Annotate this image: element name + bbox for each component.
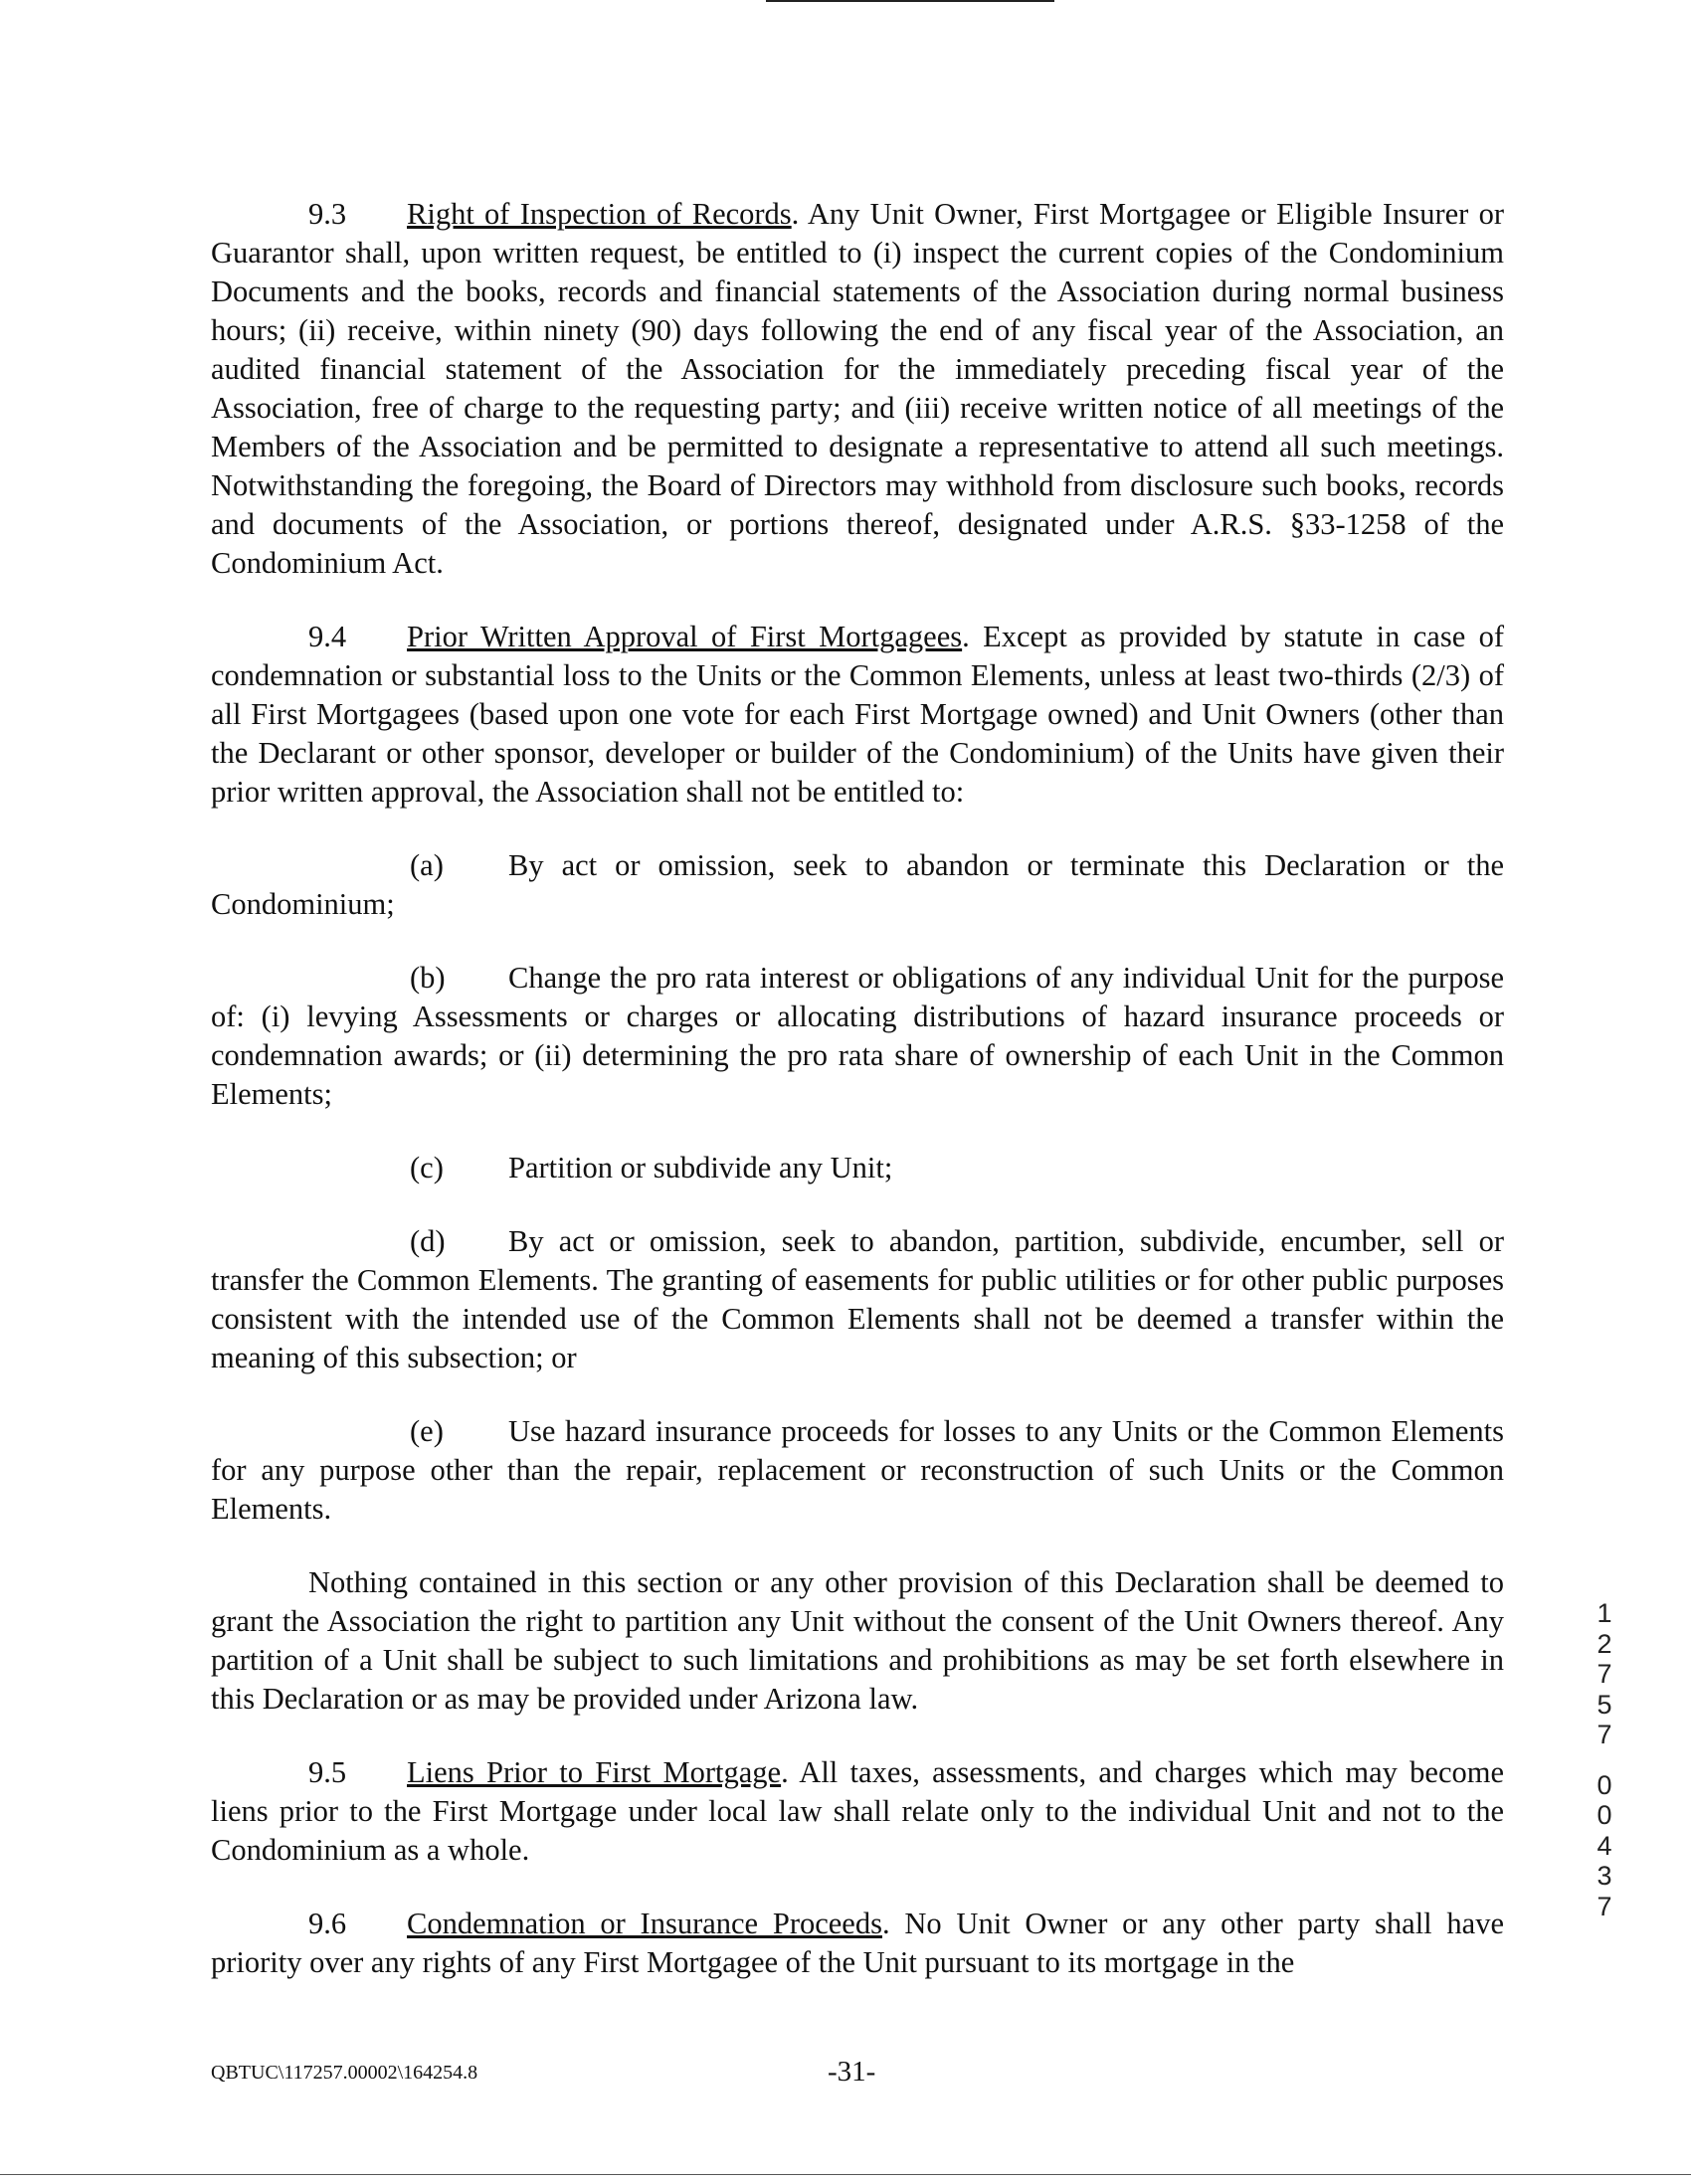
item-text: By act or omission, seek to abandon, partition, subdivide, encumber, sell or transfer the Common Elements. The granting of easements for public utilities or for other public purposes consistent with the intended use of the Common Elements shall not be deemed a transfer within the meaning of this subsection; or: [211, 1224, 1504, 1374]
stamp-digit: 4: [1597, 1830, 1612, 1861]
section-number: 9.3: [308, 197, 347, 231]
page-footer: [211, 2056, 1504, 2090]
stamp-digit: 3: [1597, 1861, 1612, 1891]
stamp-digit: 7: [1597, 1720, 1612, 1749]
stamp-digit: 7: [1597, 1659, 1612, 1689]
stamp-digit: 2: [1597, 1628, 1612, 1659]
section-9-4: [211, 618, 1504, 812]
document-page: [211, 195, 1504, 2017]
recording-stamp: [1590, 1598, 1619, 1921]
section-text: . Except as provided by statute in case of condemnation or substantial loss to the Units or the Common Elements, unless at least two-thirds (2/3) of all First Mortgagees (based upon one vote for each First Mortgage owned) and Unit Owners (other than the Declarant or other sponsor, developer or builder of the Condominium) of the Units have given their prior written approval, the Association shall not be entitled to:: [211, 620, 1505, 809]
stamp-digit: 7: [1597, 1891, 1612, 1921]
item-text: Partition or subdivide any Unit;: [508, 1151, 893, 1184]
section-heading: Liens Prior to First Mortgage: [407, 1755, 782, 1789]
scan-edge-top: [766, 0, 1054, 2]
section-9-6: [211, 1905, 1504, 1982]
item-text: Change the pro rata interest or obligations of any individual Unit for the purpose of: (i) levying Assessments or charges or allocating distributions of hazard insurance proceeds or condemnation awards; or (ii) determining the pro rata share of ownership of each Unit in the Common Elements;: [211, 961, 1504, 1111]
section-9-3: [211, 195, 1504, 583]
page-number: -31-: [828, 2056, 876, 2088]
stamp-digit: 0: [1597, 1769, 1612, 1800]
section-heading: Prior Written Approval of First Mortgagees: [407, 620, 963, 653]
list-item-c: [211, 1149, 1504, 1187]
section-number: 9.5: [308, 1755, 347, 1789]
list-item-e: [211, 1412, 1504, 1529]
section-number: 9.6: [308, 1907, 347, 1940]
list-item-d: [211, 1222, 1504, 1377]
section-9-5: [211, 1753, 1504, 1870]
stamp-gap: [1590, 1750, 1619, 1770]
section-text: . All taxes, assessments, and charges which may become liens prior to the First Mortgage under local law shall relate only to the individual Unit and not to the Condominium as a whole.: [211, 1755, 1505, 1867]
section-heading: Right of Inspection of Records: [407, 197, 792, 231]
item-text: Use hazard insurance proceeds for losses to any Units or the Common Elements for any purpose other than the repair, replacement or reconstruction of such Units or the Common Elements.: [211, 1414, 1504, 1526]
section-number: 9.4: [308, 620, 347, 653]
stamp-digit: 0: [1597, 1800, 1612, 1830]
scan-edge-bottom: [0, 2174, 1691, 2175]
item-label: (d): [410, 1224, 446, 1258]
section-text: . No Unit Owner or any other party shall have priority over any rights of any First Mortgagee of the Unit pursuant to its mortgage in the: [211, 1907, 1504, 1979]
section-heading: Condemnation or Insurance Proceeds: [407, 1907, 882, 1940]
item-label: (a): [410, 848, 444, 882]
closing-paragraph: Nothing contained in this section or any other provision of this Declaration shall be deemed to grant the Association the right to partition any Unit without the consent of the Unit Owners thereof. Any partition of a Unit shall be subject to such limitations and prohibitions as may be set forth elsewhere in this Declaration or as may be provided under Arizona law.: [211, 1565, 1504, 1716]
list-item-a: [211, 846, 1504, 924]
document-reference: QBTUC\117257.00002\164254.8: [211, 2062, 478, 2084]
list-item-b: [211, 959, 1504, 1114]
section-text: . Any Unit Owner, First Mortgagee or Eligible Insurer or Guarantor shall, upon written request, be entitled to (i) inspect the current copies of the Condominium Documents and the books, records and financial statements of the Association during normal business hours; (ii) receive, within ninety (90) days following the end of any fiscal year of the Association, an audited financial statement of the Association for the immediately preceding fiscal year of the Association, free of charge to the requesting party; and (iii) receive written notice of all meetings of the Members of the Association and be permitted to designate a representative to attend all such meetings. Notwithstanding the foregoing, the Board of Directors may withhold from disclosure such books, records and documents of the Association, or portions thereof, designated under A.R.S. §33-1258 of the Condominium Act.: [211, 197, 1504, 580]
item-label: (c): [410, 1151, 444, 1184]
item-label: (e): [410, 1414, 444, 1448]
item-text: By act or omission, seek to abandon or terminate this Declaration or the Condominium;: [211, 848, 1504, 921]
stamp-digit: 5: [1597, 1689, 1612, 1720]
stamp-digit: 1: [1597, 1598, 1612, 1628]
item-label: (b): [410, 961, 446, 995]
